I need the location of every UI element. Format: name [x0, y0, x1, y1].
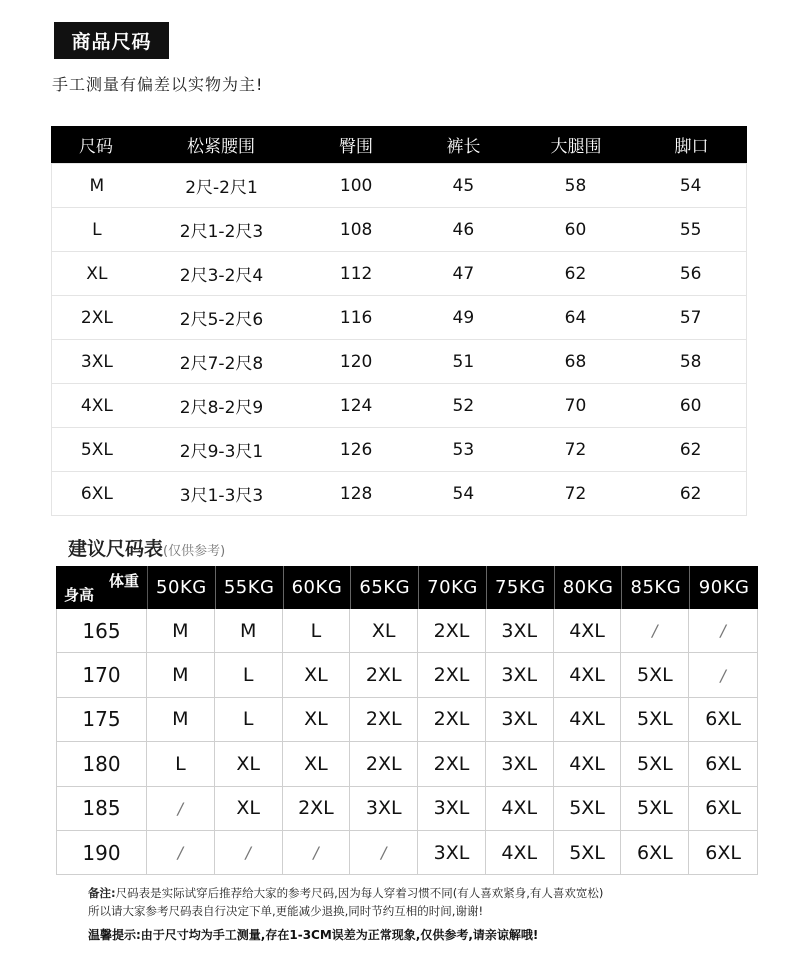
weight-header: 60KG	[284, 566, 352, 609]
col-header: 尺码	[79, 137, 113, 157]
size-table-header	[51, 126, 747, 163]
table-row	[56, 698, 758, 742]
size-cell: 5XL	[554, 787, 622, 830]
table-cell: 124	[339, 395, 373, 416]
table-cell: 47	[452, 263, 475, 284]
size-cell: 3XL	[486, 698, 554, 741]
size-cell: XL	[215, 742, 283, 785]
table-cell: 70	[564, 395, 587, 416]
table-row	[56, 831, 758, 875]
table-cell: 2尺5-2尺6	[179, 310, 264, 330]
table-cell: 62	[564, 263, 587, 284]
note-label: 备注:	[88, 886, 116, 900]
col-header: 臀围	[339, 137, 373, 157]
table-cell: 2尺1-2尺3	[179, 222, 264, 242]
table-row	[52, 163, 746, 208]
weight-header: 50KG	[148, 566, 216, 609]
size-cell: 2XL	[350, 742, 418, 785]
size-cell: 3XL	[418, 787, 486, 830]
weight-header: 70KG	[419, 566, 487, 609]
table-row	[52, 252, 746, 296]
table-cell: 56	[679, 263, 702, 284]
recommend-title	[68, 534, 225, 561]
size-cell: M	[215, 609, 283, 652]
table-cell: 72	[564, 483, 587, 504]
table-row	[52, 428, 746, 472]
table-cell: 2尺-2尺1	[185, 178, 258, 198]
table-cell: 3尺1-3尺3	[179, 486, 264, 506]
recommend-title-text: 建议尺码表	[68, 538, 164, 560]
size-cell: 3XL	[486, 742, 554, 785]
size-cell: /	[621, 609, 689, 652]
table-row	[52, 340, 746, 384]
height-cell: 190	[57, 831, 147, 874]
size-cell: XL	[283, 698, 351, 741]
size-cell: 5XL	[621, 787, 689, 830]
size-cell: 3XL	[350, 787, 418, 830]
measurement-disclaimer: 手工测量有偏差以实物为主!	[52, 75, 264, 94]
size-cell: M	[147, 698, 215, 741]
table-cell: 51	[452, 351, 475, 372]
corner-cell	[56, 566, 148, 609]
table-cell: 2尺3-2尺4	[179, 266, 264, 286]
height-cell: 170	[57, 653, 147, 696]
size-cell: XL	[283, 653, 351, 696]
size-cell: XL	[215, 787, 283, 830]
weight-header: 65KG	[351, 566, 419, 609]
size-cell: 4XL	[486, 787, 554, 830]
size-cell: /	[215, 831, 283, 874]
size-cell: XL	[350, 609, 418, 652]
table-cell: 112	[339, 263, 373, 284]
size-cell: /	[350, 831, 418, 874]
size-cell: L	[215, 653, 283, 696]
table-cell: 116	[339, 307, 373, 328]
footer-notes	[88, 884, 603, 920]
table-cell: 68	[564, 351, 587, 372]
weight-header: 80KG	[555, 566, 623, 609]
size-cell: M	[147, 653, 215, 696]
size-cell: 2XL	[350, 653, 418, 696]
weight-header: 90KG	[698, 577, 750, 598]
table-cell: 52	[452, 395, 475, 416]
table-row	[52, 296, 746, 340]
size-cell: XL	[283, 742, 351, 785]
table-cell: 5XL	[80, 439, 113, 460]
table-cell: 55	[679, 219, 702, 240]
size-cell: 2XL	[418, 698, 486, 741]
table-cell: 6XL	[80, 483, 113, 504]
table-cell: 53	[452, 439, 475, 460]
size-cell: L	[215, 698, 283, 741]
col-header: 松紧腰围	[187, 137, 255, 157]
size-cell: 3XL	[418, 831, 486, 874]
table-cell: XL	[86, 263, 108, 284]
size-cell: 6XL	[705, 708, 741, 731]
size-cell: /	[720, 665, 726, 685]
height-cell: 185	[57, 787, 147, 830]
note-line-1: 尺码表是实际试穿后推荐给大家的参考尺码,因为每人穿着习惯不同(有人喜欢紧身,有人喜欢宽松)	[115, 886, 604, 900]
weight-header: 75KG	[487, 566, 555, 609]
table-row	[52, 472, 746, 516]
size-cell: 2XL	[350, 698, 418, 741]
table-cell: 58	[564, 175, 587, 196]
table-row	[56, 653, 758, 697]
size-cell: /	[283, 831, 351, 874]
table-cell: 2XL	[80, 307, 113, 328]
table-cell: L	[92, 219, 102, 240]
table-row	[52, 384, 746, 428]
warning-text: 温馨提示:由于尺寸均为手工测量,存在1-3CM误差为正常现象,仅供参考,请亲谅解哦!	[88, 928, 539, 942]
table-cell: 58	[679, 351, 702, 372]
height-cell: 180	[57, 742, 147, 785]
table-cell: 54	[452, 483, 475, 504]
table-row	[52, 208, 746, 252]
size-table-body	[51, 163, 747, 516]
size-cell: 4XL	[554, 698, 622, 741]
table-cell: 108	[339, 219, 373, 240]
size-cell: 4XL	[486, 831, 554, 874]
height-cell: 165	[57, 609, 147, 652]
table-cell: 45	[452, 175, 475, 196]
recommend-body	[56, 609, 758, 875]
table-row	[56, 742, 758, 786]
size-cell: 6XL	[705, 841, 741, 864]
table-cell: 62	[679, 483, 702, 504]
table-cell: 100	[339, 175, 373, 196]
size-table	[51, 126, 747, 516]
size-cell: L	[283, 609, 351, 652]
recommend-note: (仅供参考)	[163, 544, 226, 559]
weight-header: 85KG	[622, 566, 690, 609]
size-cell: 5XL	[554, 831, 622, 874]
table-row	[56, 609, 758, 653]
table-cell: 62	[679, 439, 702, 460]
size-cell: 5XL	[621, 653, 689, 696]
table-cell: 2尺7-2尺8	[179, 354, 264, 374]
table-cell: 2尺9-3尺1	[179, 442, 264, 462]
weight-header: 55KG	[216, 566, 284, 609]
size-cell: 4XL	[554, 609, 622, 652]
height-cell: 175	[57, 698, 147, 741]
table-cell: 126	[339, 439, 373, 460]
recommend-header	[56, 566, 758, 609]
table-cell: 60	[564, 219, 587, 240]
table-row	[56, 787, 758, 831]
size-cell: 2XL	[418, 609, 486, 652]
size-cell: 2XL	[418, 742, 486, 785]
size-cell: 3XL	[486, 653, 554, 696]
size-cell: 6XL	[705, 797, 741, 820]
size-cell: 5XL	[621, 742, 689, 785]
note-line-2: 所以请大家参考尺码表自行决定下单,更能减少退换,同时节约互相的时间,谢谢!	[88, 904, 484, 918]
table-cell: 2尺8-2尺9	[179, 398, 264, 418]
size-cell: 6XL	[621, 831, 689, 874]
table-cell: 4XL	[80, 395, 113, 416]
table-cell: 128	[339, 483, 373, 504]
table-cell: 46	[452, 219, 475, 240]
col-header: 裤长	[446, 137, 481, 157]
size-cell: 4XL	[554, 653, 622, 696]
height-label: 身高	[64, 586, 95, 604]
table-cell: 3XL	[80, 351, 113, 372]
table-cell: 64	[564, 307, 587, 328]
col-header: 大腿围	[550, 137, 602, 157]
table-cell: 120	[339, 351, 373, 372]
col-header: 脚口	[674, 137, 709, 157]
size-cell: L	[147, 742, 215, 785]
size-cell: /	[720, 621, 726, 641]
size-cell: 3XL	[486, 609, 554, 652]
size-cell: /	[147, 831, 215, 874]
size-cell: 4XL	[554, 742, 622, 785]
table-cell: M	[89, 175, 105, 196]
size-cell: 2XL	[418, 653, 486, 696]
table-cell: 57	[679, 307, 702, 328]
size-cell: M	[147, 609, 215, 652]
weight-label: 体重	[108, 572, 139, 590]
table-cell: 72	[564, 439, 587, 460]
size-cell: /	[147, 787, 215, 830]
section-title: 商品尺码	[54, 22, 169, 59]
size-cell: 6XL	[705, 752, 741, 775]
table-cell: 54	[679, 175, 702, 196]
size-cell: 2XL	[283, 787, 351, 830]
recommend-table	[56, 566, 758, 875]
table-cell: 49	[452, 307, 475, 328]
table-cell: 60	[679, 395, 702, 416]
size-cell: 5XL	[621, 698, 689, 741]
